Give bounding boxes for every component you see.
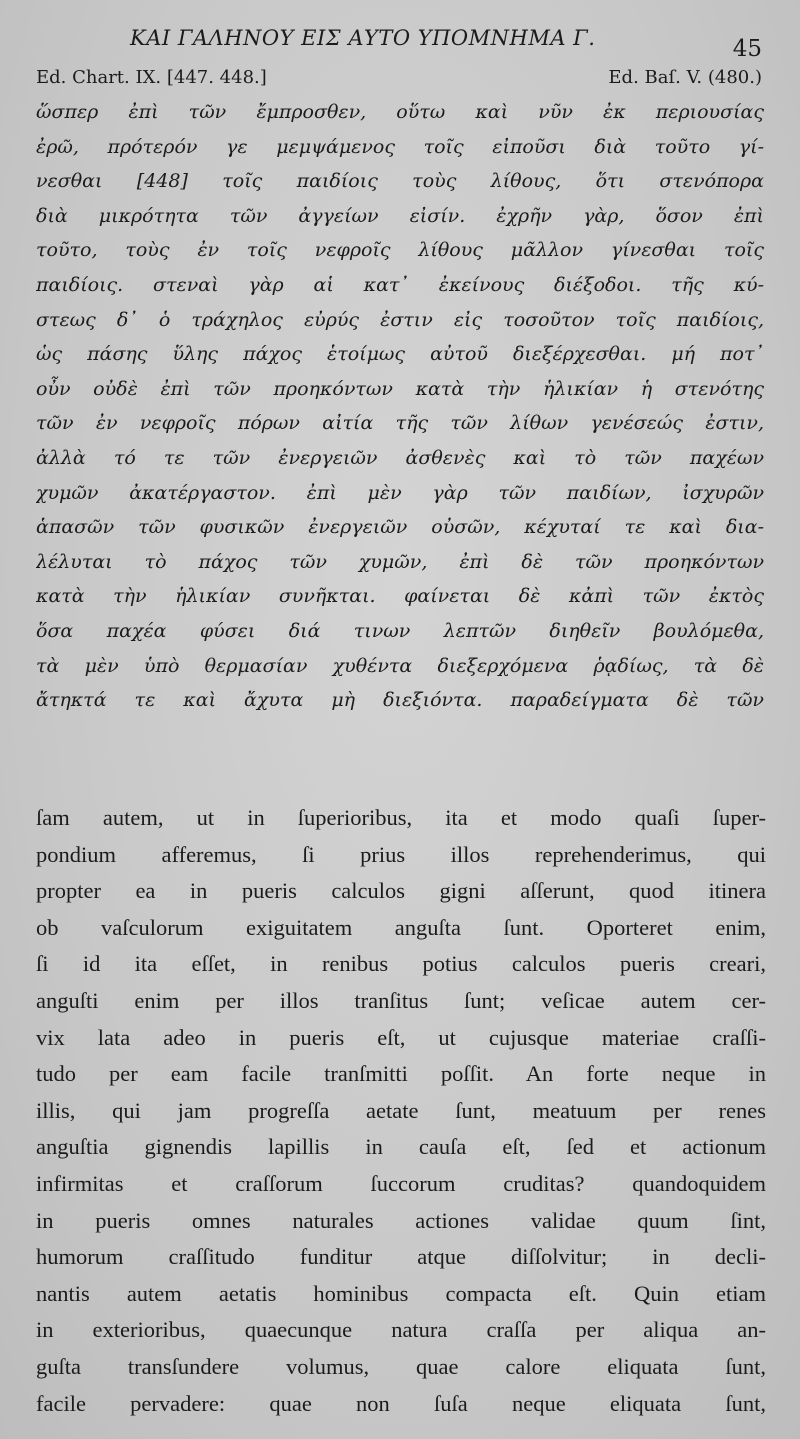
greek-text-line: τῶν ἐν νεφροῖς πόρων αἰτία τῆς τῶν λίθων γενέσεώς ἐστιν, xyxy=(36,412,764,435)
greek-text-line: λέλυται τὸ πάχος τῶν χυμῶν, ἐπὶ δὲ τῶν προηκόντων xyxy=(36,550,764,573)
running-title: ΚΑΙ ΓΑΛΗΝΟΥ ΕΙΣ ΑΥΤΟ ΥΠΟΜΝΗΜΑ Γ. xyxy=(130,26,596,50)
latin-text-line: propter ea in pueris calculos gigni aſſerunt, quod itinera xyxy=(36,878,766,904)
greek-text-line: στεως δ᾽ ὁ τράχηλος εὐρύς ἐστιν εἰς τοσοῦτον τοῖς παιδίοις, xyxy=(36,308,764,331)
greek-text-line: ἁπασῶν τῶν φυσικῶν ἐνεργειῶν οὐσῶν, κέχυταί τε καὶ δια- xyxy=(36,516,764,539)
greek-text-line: νεσθαι [448] τοῖς παιδίοις τοὺς λίθους, ὅτι στενόπορα xyxy=(36,170,764,193)
latin-text-line: vix lata adeo in pueris eſt, ut cujusque materiae craſſi- xyxy=(36,1024,766,1050)
latin-text-line: tudo per eam facile tranſmitti poſſit. An forte neque in xyxy=(36,1061,766,1087)
greek-text-line: ὡς πάσης ὕλης πάχος ἑτοίμως αὐτοῦ διεξέρχεσθαι. μή ποτ᾽ xyxy=(36,343,764,366)
latin-text-line: illis, qui jam progreſſa aetate ſunt, meatuum per renes xyxy=(36,1097,766,1123)
greek-text-line: ἀλλὰ τό τε τῶν ἐνεργειῶν ἀσθενὲς καὶ τὸ τῶν παχέων xyxy=(36,446,764,469)
latin-text-line: infirmitas et craſſorum ſuccorum cruditas? quandoquidem xyxy=(36,1170,766,1196)
greek-text-line: ὅσα παχέα φύσει διά τινων λεπτῶν διηθεῖν βουλόμεθα, xyxy=(36,619,764,642)
greek-text-line: διὰ μικρότητα τῶν ἀγγείων εἰσίν. ἐχρῆν γὰρ, ὅσον ἐπὶ xyxy=(36,204,764,227)
latin-text-line: humorum craſſitudo funditur atque diſſolvitur; in decli- xyxy=(36,1244,766,1270)
latin-text-line: pondium afferemus, ſi prius illos reprehenderimus, qui xyxy=(36,841,766,867)
latin-text-block xyxy=(36,800,766,1422)
latin-text-line: in pueris omnes naturales actiones validae quum ſint, xyxy=(36,1207,766,1233)
greek-text-line: κατὰ τὴν ἡλικίαν συνῆκται. φαίνεται δὲ κἀπὶ τῶν ἐκτὸς xyxy=(36,585,764,608)
greek-text-line: ἄτηκτά τε καὶ ἄχυτα μὴ διεξιόντα. παραδείγματα δὲ τῶν xyxy=(36,689,764,712)
greek-text-line: παιδίοις. στεναὶ γὰρ αἱ κατ᾽ ἐκείνους διέξοδοι. τῆς κύ- xyxy=(36,273,764,296)
latin-text-line: facile pervadere: quae non ſuſa neque eliquata ſunt, xyxy=(36,1390,766,1416)
latin-text-line: ſi id ita eſſet, in renibus potius calculos pueris creari, xyxy=(36,951,766,977)
greek-text-block xyxy=(36,95,764,718)
latin-text-line: ſam autem, ut in ſuperioribus, ita et modo quaſi ſuper- xyxy=(36,805,766,830)
latin-text-line: anguſti enim per illos tranſitus ſunt; veſicae autem cer- xyxy=(36,987,766,1013)
greek-text-line: τοῦτο, τοὺς ἐν τοῖς νεφροῖς λίθους μᾶλλον γίνεσθαι τοῖς xyxy=(36,239,764,262)
latin-text-line: ob vaſculorum exiguitatem anguſta ſunt. Oporteret enim, xyxy=(36,914,766,940)
greek-text-line: τὰ μὲν ὑπὸ θερμασίαν χυθέντα διεξερχόμενα ῥᾳδίως, τὰ δὲ xyxy=(36,654,764,677)
greek-text-line: ὥσπερ ἐπὶ τῶν ἔμπροσθεν, οὕτω καὶ νῦν ἐκ περιουσίας xyxy=(36,101,764,123)
greek-text-line: χυμῶν ἀκατέργαστον. ἐπὶ μὲν γὰρ τῶν παιδίων, ἰσχυρῶν xyxy=(36,481,764,504)
latin-text-line: anguſtia gignendis lapillis in cauſa eſt, ſed et actionum xyxy=(36,1134,766,1160)
greek-text-line: ἐρῶ, πρότερόν γε μεμψάμενος τοῖς εἰποῦσι διὰ τοῦτο γί- xyxy=(36,135,764,158)
edition-reference-chart: Ed. Chart. IX. [447. 448.] xyxy=(36,67,267,88)
latin-text-line: in exterioribus, quaecunque natura craſſa per aliqua an- xyxy=(36,1317,766,1343)
latin-text-line: guſta transſundere volumus, quae calore eliquata ſunt, xyxy=(36,1353,766,1379)
greek-text-line: οὖν οὐδὲ ἐπὶ τῶν προηκόντων κατὰ τὴν ἡλικίαν ἡ στενότης xyxy=(36,377,764,400)
page-number: 45 xyxy=(732,36,762,62)
edition-reference-basel: Ed. Baſ. V. (480.) xyxy=(608,67,762,88)
latin-text-line: nantis autem aetatis hominibus compacta eſt. Quin etiam xyxy=(36,1280,766,1306)
